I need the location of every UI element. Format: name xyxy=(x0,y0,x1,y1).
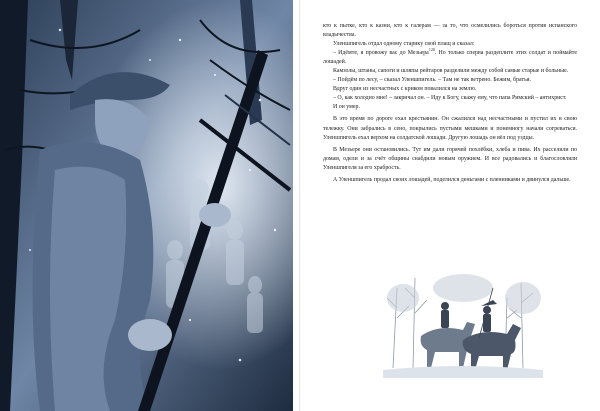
story-paragraph xyxy=(323,49,577,67)
paragraph-text: – Идёмте, я провожу вас до Мезьера xyxy=(333,50,429,57)
story-paragraph xyxy=(323,22,577,40)
story-text xyxy=(323,22,577,185)
story-paragraph xyxy=(323,176,577,185)
story-paragraph xyxy=(323,40,577,49)
paragraph-text: Вдруг один из несчастных с криком повалился на землю. xyxy=(333,86,477,93)
story-paragraph xyxy=(323,115,577,142)
story-paragraph xyxy=(323,67,577,76)
story-paragraph xyxy=(323,103,577,112)
paragraph-text: – Пойдём по лесу, – сказал Уленшпигель. – Там не так ветрено. Бежим, братья. xyxy=(333,77,531,84)
paragraph-text: В Мезьере они остановились. Тут им дали горячей похлёбки, хлеба и пива. Их расселили по домам, одели и за счёт общины снабдили новым оружием. И все радовались и благословляли Уленшпигеля за его храбрость. xyxy=(323,146,577,171)
footnote-marker: 120 xyxy=(428,47,435,53)
paragraph-text: кто к пытке, кто к казни, кто к галерам — за то, что осмелились бороться против испанского владычества. xyxy=(323,23,577,39)
riders-on-horses-vignette-icon xyxy=(383,258,543,378)
paragraph-text: – О, как холодно мне! – закричал он. – Иду к Богу, скажу ему, что папа Римский – антихрист. xyxy=(333,95,567,102)
paragraph-text-tail: . Но только сперва раздеплите этих солдат и поймайте лошадей. xyxy=(323,50,577,66)
story-paragraph xyxy=(323,94,577,103)
right-page xyxy=(301,0,600,411)
story-paragraph xyxy=(323,76,577,85)
paragraph-text: Уленшпигель отдал одному старику свой плащ и сказал: xyxy=(333,41,475,48)
paragraph-text: И он умер. xyxy=(333,104,360,111)
paragraph-text: Камзолы, штаны, сапоги и шляпы рейтаров разделили между собой самые старые и больные. xyxy=(333,68,569,75)
paragraph-text: В это время по дороге ехал крестьянин. Он сжалился над несчастными и пустил их в свою тележку. Они забрались в сено, покрылись пустыми мешками и понемногу начали согреваться. Уленшпигель ехал верхом на солдатской лошади. Другую лошадь он вёл под уздцы. xyxy=(323,116,577,141)
crossbowman-illustration-icon xyxy=(0,0,293,411)
story-paragraph xyxy=(323,85,577,94)
story-paragraph xyxy=(323,146,577,173)
paragraph-text: А Уленшпигель продал своих лошадей, поделился деньгами с пленниками и двинулся дальше. xyxy=(333,176,571,183)
